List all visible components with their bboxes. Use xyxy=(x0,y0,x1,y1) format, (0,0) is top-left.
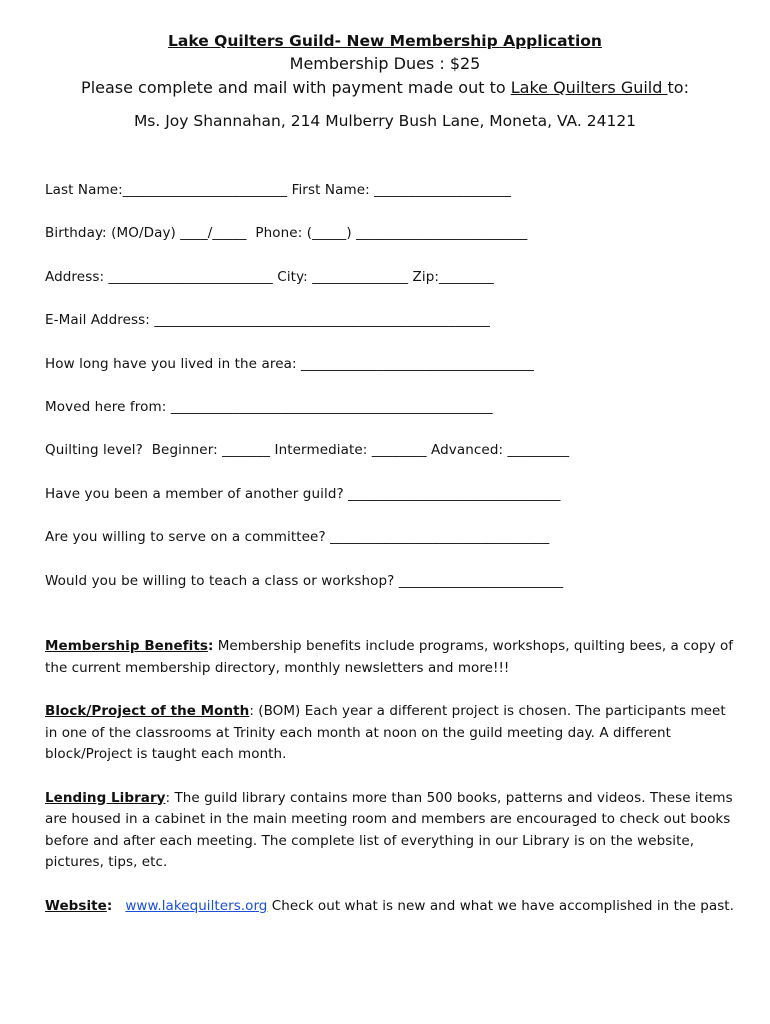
mailing-address: Ms. Joy Shannahan, 214 Mulberry Bush Lane, Moneta, VA. 24121 xyxy=(133,112,637,130)
form-title: Lake Quilters Guild- New Membership Application xyxy=(168,32,602,50)
quilting-level-field-row[interactable]: Quilting level? Beginner: _______ Intermediate: ________ Advanced: _________ xyxy=(45,442,570,459)
name-field-row[interactable]: Last Name:________________________ First Name: ____________________ xyxy=(45,182,512,198)
section-colon: : xyxy=(106,897,113,914)
website-link[interactable]: www.lakequilters.org xyxy=(125,897,268,914)
section-label: Membership Benefits xyxy=(45,638,208,654)
section-label: Lending Library xyxy=(45,789,166,806)
website-section xyxy=(45,896,735,918)
form-fields xyxy=(45,180,665,614)
section-colon: : xyxy=(249,703,254,719)
section-text: Membership benefits include programs, workshops, quilting bees, a copy of the current membership directory, monthly newsletters and more!!! xyxy=(45,638,734,676)
section-text: Check out what is new and what we have accomplished in the past. xyxy=(267,897,734,914)
payee-name: Lake Quilters Guild xyxy=(510,78,668,97)
mailing-instructions-prefix: Please complete and mail with payment made out to xyxy=(81,78,511,97)
section-text: (BOM) Each year a different project is chosen. The participants meet in one of the classrooms at Trinity each month at noon on the guild meeting day. A different block/Project is taught each month. xyxy=(45,703,726,762)
section-label: Website xyxy=(45,897,107,914)
membership-dues: Membership Dues : $25 xyxy=(289,54,481,73)
section-text: The guild library contains more than 500 books, patterns and videos. These items are housed in a cabinet in the main meeting room and members are encouraged to check out books before and after each meeting. The complete list of everything in our Library is on the website, pictures, tips, etc. xyxy=(45,789,733,870)
committee-field-row[interactable]: Are you willing to serve on a committee? ________________________________ xyxy=(45,529,550,546)
teach-class-field-row[interactable]: Would you be willing to teach a class or workshop? ________________________ xyxy=(45,572,564,589)
birthday-phone-field-row[interactable]: Birthday: (MO/Day) ____/_____ Phone: (_____) _________________________ xyxy=(45,225,528,242)
membership-benefits-section xyxy=(45,636,735,679)
address-field-row[interactable]: Address: ________________________ City: ______________ Zip:________ xyxy=(45,268,494,285)
section-label: Block/Project of the Month xyxy=(45,703,250,719)
section-colon: : xyxy=(165,789,171,806)
years-in-area-field-row[interactable]: How long have you lived in the area: __________________________________ xyxy=(45,355,534,372)
other-guild-field-row[interactable]: Have you been a member of another guild? _______________________________ xyxy=(45,485,561,502)
bom-section xyxy=(45,701,735,766)
moved-from-field-row[interactable]: Moved here from: _______________________________________________ xyxy=(45,398,493,415)
form-header xyxy=(0,30,770,133)
lending-library-section xyxy=(45,788,735,874)
info-sections xyxy=(45,636,735,939)
section-colon: : xyxy=(207,638,214,654)
mailing-instructions-suffix: to: xyxy=(667,78,689,97)
mailing-instructions xyxy=(0,76,770,100)
email-field-row[interactable]: E-Mail Address: _________________________________________________ xyxy=(45,312,490,329)
